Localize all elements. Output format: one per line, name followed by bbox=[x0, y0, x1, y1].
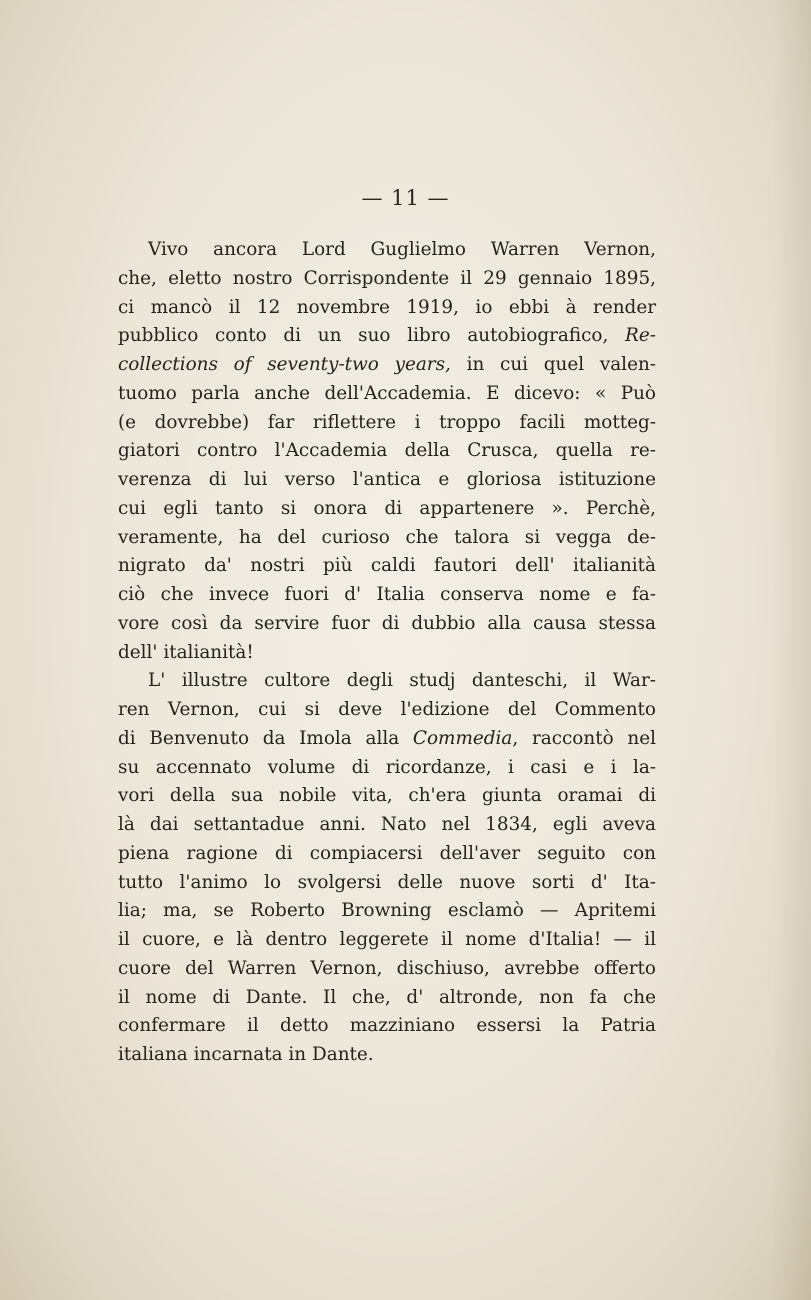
text-line bbox=[118, 754, 656, 783]
text-segment: Vivo ancora Lord Guglielmo Warren Vernon, bbox=[148, 239, 656, 260]
text-segment: di Benvenuto da Imola alla bbox=[118, 727, 413, 749]
text-segment: il cuore, e là dentro leggerete il nome d'Italia! — il bbox=[118, 929, 656, 950]
text-segment: che, eletto nostro Corrispondente il 29 gennaio 1895, bbox=[118, 267, 656, 289]
text-line bbox=[118, 840, 656, 869]
body-text bbox=[118, 236, 656, 1070]
text-line bbox=[118, 610, 656, 639]
text-line bbox=[118, 294, 656, 323]
italic-text: Commedia bbox=[412, 727, 513, 749]
text-line bbox=[118, 984, 656, 1013]
paragraph bbox=[118, 667, 656, 1070]
text-line bbox=[118, 639, 656, 668]
text-line bbox=[118, 380, 656, 409]
text-line bbox=[118, 409, 656, 438]
text-line bbox=[118, 524, 656, 553]
text-line bbox=[118, 581, 656, 610]
text-segment: ci mancò il 12 novembre 1919, io ebbi à render bbox=[118, 296, 656, 318]
text-segment: ciò che invece fuori d' Italia conserva nome e fa- bbox=[118, 584, 656, 605]
text-line bbox=[118, 897, 656, 926]
text-segment: veramente, ha del curioso che talora si vegga de- bbox=[118, 526, 656, 548]
text-line bbox=[118, 552, 656, 581]
text-segment: italiana incarnata in Dante. bbox=[118, 1044, 374, 1065]
text-segment: giatori contro l'Accademia della Crusca, quella re- bbox=[118, 440, 656, 462]
text-segment: L' illustre cultore degli studj danteschi, il War- bbox=[148, 670, 656, 692]
text-line bbox=[118, 725, 656, 754]
paragraph bbox=[118, 236, 656, 667]
text-line bbox=[118, 811, 656, 840]
text-line bbox=[118, 1012, 656, 1041]
text-segment: ren Vernon, cui si deve l'edizione del Commento bbox=[118, 699, 656, 720]
text-line bbox=[118, 696, 656, 725]
text-segment: cui egli tanto si onora di appartenere ». Perchè, bbox=[118, 497, 656, 519]
text-segment: là dai settantadue anni. Nato nel 1834, egli aveva bbox=[118, 814, 656, 835]
text-line bbox=[118, 667, 656, 696]
text-segment: verenza di lui verso l'antica e gloriosa istituzione bbox=[118, 469, 656, 490]
text-line bbox=[118, 955, 656, 984]
text-segment: nigrato da' nostri più caldi fautori dell' italianità bbox=[118, 555, 656, 577]
text-segment: vori della sua nobile vita, ch'era giunta oramai di bbox=[118, 785, 656, 807]
text-line bbox=[118, 1041, 656, 1070]
text-line bbox=[118, 322, 656, 351]
text-segment: vore così da servire fuor di dubbio alla causa stessa bbox=[118, 612, 656, 634]
page-number: — 11 — bbox=[361, 186, 450, 210]
text-segment: lia; ma, se Roberto Browning esclamò — Apritemi bbox=[118, 900, 656, 922]
text-segment: confermare il detto mazziniano essersi la Patria bbox=[118, 1015, 656, 1037]
italic-text: collections of seventy-two years, bbox=[118, 354, 451, 375]
text-segment: dell' italianità! bbox=[118, 641, 254, 663]
text-segment: tutto l'animo lo svolgersi delle nuove sorti d' Ita- bbox=[118, 871, 656, 893]
text-segment: pubblico conto di un suo libro autobiografico, bbox=[118, 325, 626, 347]
text-segment: su accennato volume di ricordanze, i casi e i la- bbox=[118, 756, 656, 778]
text-line bbox=[118, 265, 656, 294]
text-line bbox=[118, 236, 656, 265]
italic-text: Re- bbox=[625, 325, 656, 347]
text-line bbox=[118, 926, 656, 955]
text-line bbox=[118, 782, 656, 811]
text-segment: tuomo parla anche dell'Accademia. E dicevo: « Può bbox=[118, 382, 656, 404]
text-line bbox=[118, 437, 656, 466]
text-line bbox=[118, 351, 656, 380]
text-line bbox=[118, 466, 656, 495]
text-segment: piena ragione di compiacersi dell'aver seguito con bbox=[118, 842, 656, 864]
text-segment: il nome di Dante. Il che, d' altronde, non fa che bbox=[118, 986, 656, 1008]
text-segment: in cui quel valen- bbox=[450, 354, 657, 375]
text-line bbox=[118, 495, 656, 524]
text-segment: (e dovrebbe) far riflettere i troppo facili motteg- bbox=[118, 411, 656, 433]
text-segment: cuore del Warren Vernon, dischiuso, avrebbe offerto bbox=[118, 957, 656, 979]
text-line bbox=[118, 869, 656, 898]
text-segment: , raccontò nel bbox=[512, 727, 656, 749]
